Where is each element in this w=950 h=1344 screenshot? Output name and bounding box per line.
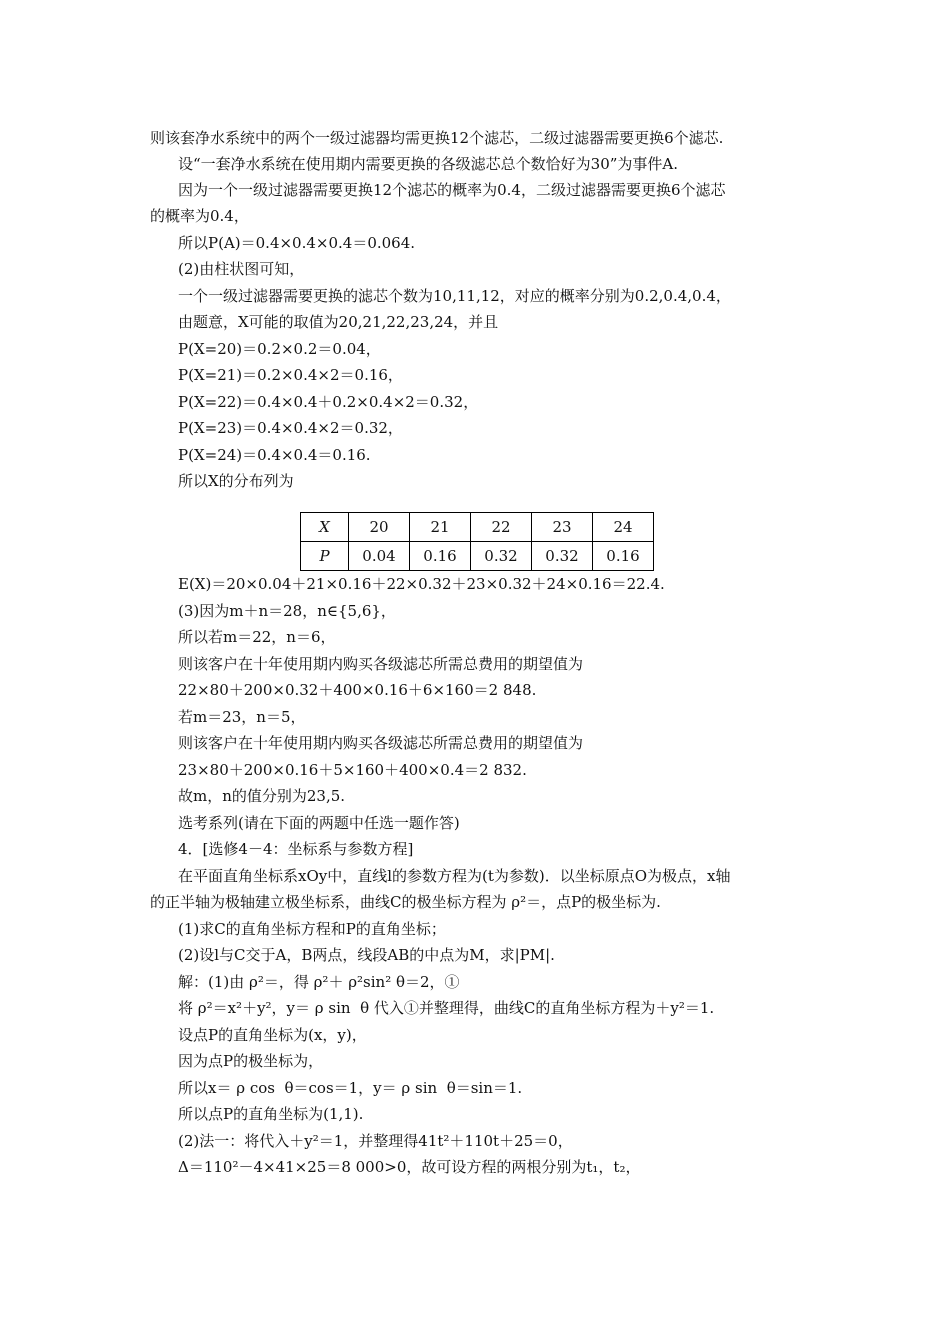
- text-line: 将 ρ²＝x²＋y²，y＝ ρ sin θ 代入①并整理得，曲线C的直角坐标方程为＋y²＝1.: [178, 999, 715, 1017]
- text-line: 所以点P的直角坐标为(1,1).: [178, 1105, 364, 1123]
- text-line: (2)设l与C交于A，B两点，线段AB的中点为M，求|PM|.: [178, 946, 555, 964]
- text-line: 23×80＋200×0.16＋5×160＋400×0.4＝2 832.: [178, 761, 527, 779]
- text-line: 故m，n的值分别为23,5.: [178, 787, 346, 805]
- text-line: Δ＝110²－4×41×25＝8 000>0，故可设方程的两根分别为t₁，t₂，: [178, 1158, 641, 1176]
- text-line: 设“一套净水系统在使用期内需要更换的各级滤芯总个数恰好为30”为事件A.: [178, 155, 679, 173]
- table-cell: 0.16: [410, 542, 471, 571]
- text-line: 的概率为0.4，: [150, 207, 249, 225]
- text-line: (3)因为m＋n＝28，n∈{5,6}，: [178, 602, 396, 620]
- table-row: [301, 513, 654, 542]
- text-line: 所以P(A)＝0.4×0.4×0.4＝0.064.: [178, 234, 416, 252]
- text-line: 的正半轴为极轴建立极坐标系，曲线C的极坐标方程为 ρ²＝，点P的极坐标为.: [150, 893, 661, 911]
- table-cell: 0.32: [532, 542, 593, 571]
- text-line: 因为点P的极坐标为，: [178, 1052, 324, 1070]
- text-line: 因为一个一级过滤器需要更换12个滤芯的概率为0.4，二级过滤器需要更换6个滤芯: [178, 181, 726, 199]
- table-cell: 24: [593, 513, 654, 542]
- table-cell: 20: [349, 513, 410, 542]
- text-line: 则该套净水系统中的两个一级过滤器均需更换12个滤芯，二级过滤器需要更换6个滤芯.: [150, 129, 724, 147]
- text-line: 若m＝23，n＝5，: [178, 708, 306, 726]
- table-cell: 0.32: [471, 542, 532, 571]
- text-line: 所以X的分布列为: [178, 472, 294, 490]
- table-cell: 0.16: [593, 542, 654, 571]
- text-line: P(X=21)＝0.2×0.4×2＝0.16，: [178, 366, 403, 384]
- table-cell: 22: [471, 513, 532, 542]
- text-line: 则该客户在十年使用期内购买各级滤芯所需总费用的期望值为: [178, 734, 584, 752]
- table-cell: 23: [532, 513, 593, 542]
- text-line: 在平面直角坐标系xOy中，直线l的参数方程为(t为参数)．以坐标原点O为极点，x轴: [178, 867, 731, 885]
- text-line: 22×80＋200×0.32＋400×0.16＋6×160＝2 848.: [178, 681, 537, 699]
- text-line: 所以x＝ ρ cos θ＝cos＝1，y＝ ρ sin θ＝sin＝1.: [178, 1079, 523, 1097]
- table-cell: 0.04: [349, 542, 410, 571]
- text-line: 选考系列(请在下面的两题中任选一题作答): [178, 814, 460, 832]
- text-line: 解：(1)由 ρ²＝，得 ρ²＋ ρ²sin² θ＝2，①: [178, 973, 460, 991]
- table-cell: 21: [410, 513, 471, 542]
- distribution-table: [300, 512, 654, 571]
- text-line: P(X=22)＝0.4×0.4＋0.2×0.4×2＝0.32，: [178, 393, 479, 411]
- table-row: [301, 542, 654, 571]
- text-line: P(X=24)＝0.4×0.4＝0.16.: [178, 446, 371, 464]
- text-line: (2)由柱状图可知，: [178, 260, 305, 278]
- text-line: 设点P的直角坐标为(x，y)，: [178, 1026, 367, 1044]
- text-line: 一个一级过滤器需要更换的滤芯个数为10,11,12，对应的概率分别为0.2,0.4,0.4，: [178, 287, 731, 305]
- text-line: 所以若m＝22，n＝6，: [178, 628, 336, 646]
- table-cell: P: [301, 542, 349, 571]
- text-line: 4．[选修4－4：坐标系与参数方程]: [178, 840, 414, 858]
- text-line: (2)法一：将代入＋y²＝1，并整理得41t²＋110t＋25＝0，: [178, 1132, 573, 1150]
- text-line: E(X)＝20×0.04＋21×0.16＋22×0.32＋23×0.32＋24×0.16＝22.4.: [178, 575, 665, 593]
- text-line: 由题意，X可能的取值为20,21,22,23,24，并且: [178, 313, 499, 331]
- text-line: P(X=23)＝0.4×0.4×2＝0.32，: [178, 419, 403, 437]
- text-line: 则该客户在十年使用期内购买各级滤芯所需总费用的期望值为: [178, 655, 584, 673]
- text-line: P(X=20)＝0.2×0.2＝0.04，: [178, 340, 381, 358]
- table-cell: X: [301, 513, 349, 542]
- text-line: (1)求C的直角坐标方程和P的直角坐标；: [178, 920, 446, 938]
